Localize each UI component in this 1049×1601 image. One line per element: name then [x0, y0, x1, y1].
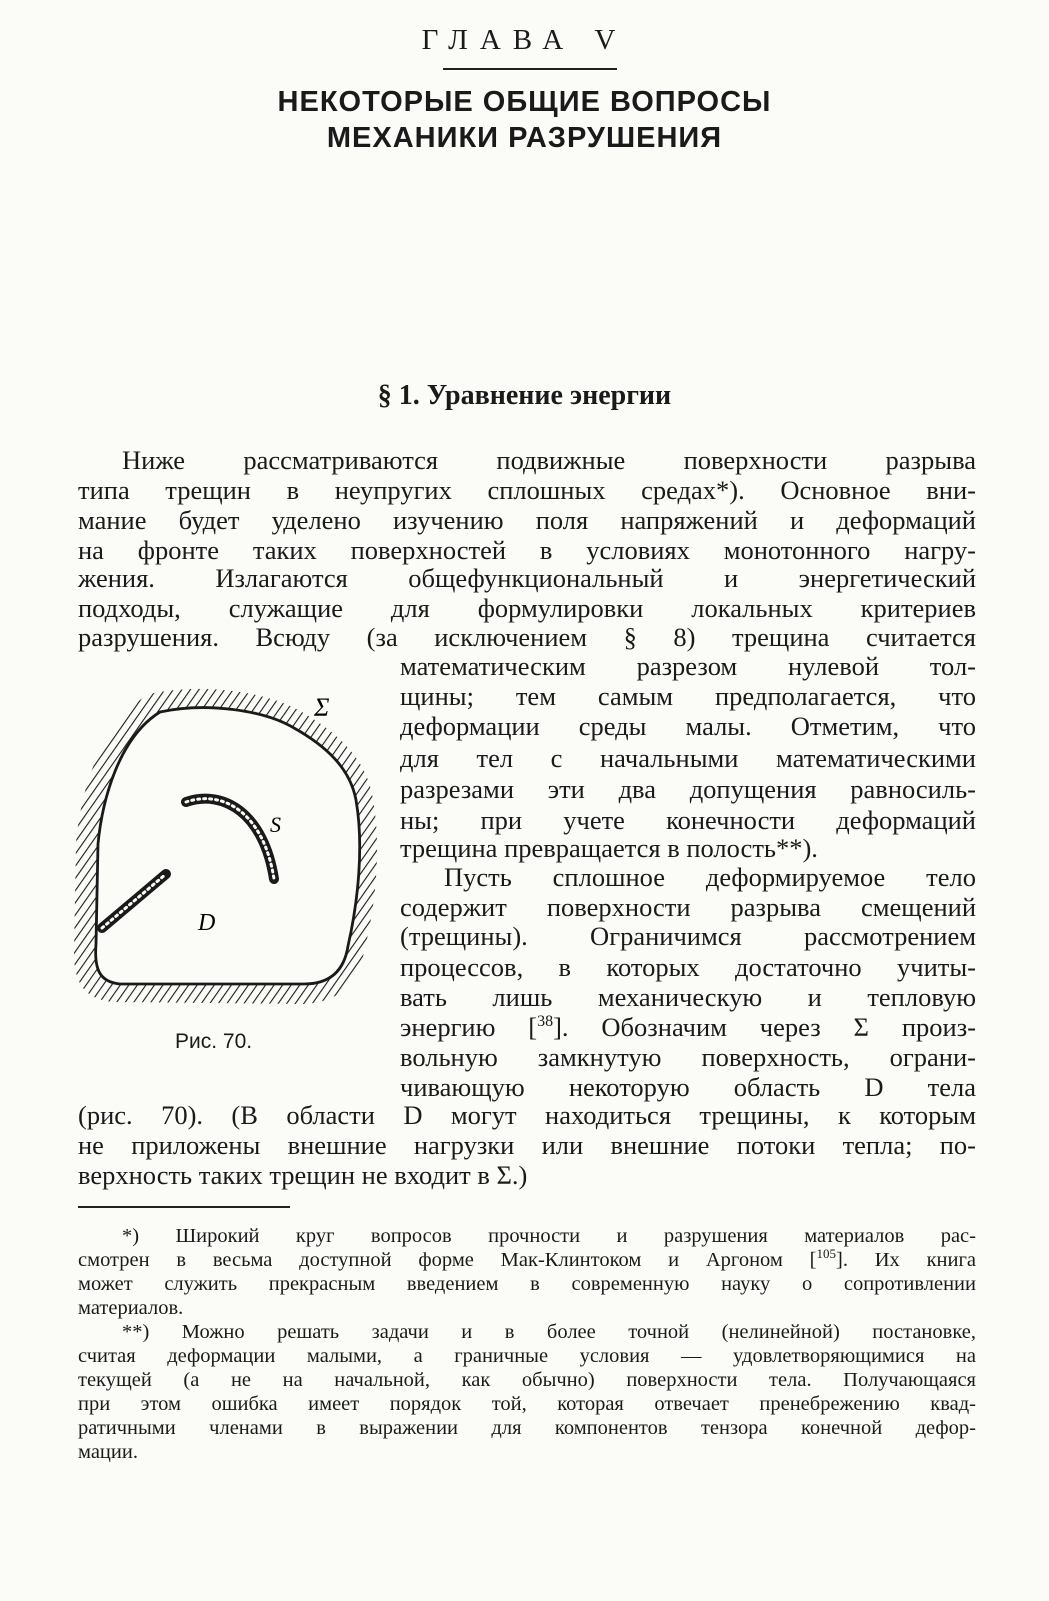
label-s: S — [270, 812, 281, 837]
citation-superscript: 105 — [816, 1246, 836, 1262]
body-line — [400, 1012, 976, 1042]
body-line: вольную замкнутую поверхность, ограни- — [400, 1042, 976, 1072]
body-line: (трещины). Ограничимся рассмотрением — [400, 921, 976, 951]
footnote-line: текущей (а не на начальной, как обычно) поверхности тела. Получающаяся — [78, 1369, 976, 1391]
body-line: для тел с начальными математическими — [400, 743, 976, 773]
figure-70 — [74, 684, 384, 1004]
footnote-line: ратичными членами в выражении для компонентов тензора конечной дефор- — [78, 1417, 976, 1439]
body-line: ны; при учете конечности деформаций — [400, 805, 976, 835]
region-contour — [96, 708, 360, 984]
chapter-title — [0, 84, 1049, 156]
body-line: мание будет уделено изучению поля напряжений и деформаций — [78, 505, 976, 535]
body-line: чивающую некоторую область D тела — [400, 1072, 976, 1102]
footnote-text: смотрен в весьма доступной форме Мак-Клинтоком и Аргоном [ — [78, 1249, 817, 1271]
body-line: на фронте таких поверхностей в условиях монотонного нагру- — [78, 535, 976, 565]
footnote-line: считая деформации малыми, а граничные условия — удовлетворяющимися на — [78, 1345, 976, 1367]
body-line: разрушения. Всюду (за исключением § 8) трещина считается — [78, 622, 976, 652]
body-line: вать лишь механическую и тепловую — [400, 982, 976, 1012]
footnote-text: ]. Их книга — [836, 1249, 976, 1271]
body-line: подходы, служащие для формулировки локальных критериев — [78, 593, 976, 623]
body-line: деформации среды малы. Отметим, что — [400, 711, 976, 741]
footnote-line: при этом ошибка имеет порядок той, которая отвечает пренебрежению квад- — [78, 1393, 976, 1415]
footnote-line: *) Широкий круг вопросов прочности и разрушения материалов рас- — [122, 1225, 976, 1247]
body-line: Ниже рассматриваются подвижные поверхности разрыва — [122, 445, 976, 475]
body-line: жения. Излагаются общефункциональный и энергетический — [78, 563, 976, 593]
section-title: § 1. Уравнение энергии — [377, 380, 672, 411]
footnote-line — [78, 1248, 976, 1272]
hatched-boundary — [74, 689, 377, 1004]
chapter-title-line-1: НЕКОТОРЫЕ ОБЩИЕ ВОПРОСЫ — [277, 86, 772, 118]
footnote-line: может служить прекрасным введением в современную науку о сопротивлении — [78, 1273, 976, 1295]
body-line: трещина превращается в полость**). — [400, 833, 818, 863]
footnote-line: материалов. — [78, 1297, 184, 1319]
body-line: разрезами эти два допущения равносиль- — [400, 774, 976, 804]
figure-caption: Рис. 70. — [175, 1030, 253, 1053]
label-d: D — [198, 910, 216, 936]
figure-70-drawing — [74, 684, 384, 1004]
footnote-line: **) Можно решать задачи и в более точной (нелинейной) постановке, — [122, 1321, 976, 1343]
footnote-line: мации. — [78, 1441, 138, 1463]
body-text: энергию [ — [400, 1012, 538, 1042]
body-line: верхность таких трещин не входит в Σ.) — [78, 1160, 528, 1190]
label-sigma: Σ — [314, 693, 330, 722]
body-line: содержит поверхности разрыва смещений — [400, 892, 976, 922]
footnote-rule — [78, 1206, 290, 1208]
chapter-number: ГЛАВА V — [421, 24, 628, 56]
body-line: типа трещин в неупругих сплошных средах*). Основное вни- — [78, 475, 976, 505]
body-line: не приложены внешние нагрузки или внешние потоки тепла; по- — [78, 1130, 976, 1160]
chapter-rule — [443, 68, 617, 70]
body-line: (рис. 70). (В области D могут находиться трещины, к которым — [78, 1100, 976, 1130]
body-line: математическим разрезом нулевой тол- — [400, 651, 976, 681]
chapter-title-line-2: МЕХАНИКИ РАЗРУШЕНИЯ — [326, 122, 723, 154]
body-line: Пусть сплошное деформируемое тело — [444, 862, 976, 892]
citation-superscript: 38 — [537, 1013, 554, 1031]
body-text: ]. Обозначим через Σ произ- — [553, 1012, 976, 1042]
body-line: процессов, в которых достаточно учиты- — [400, 952, 976, 982]
body-line: щины; тем самым предполагается, что — [400, 681, 976, 711]
